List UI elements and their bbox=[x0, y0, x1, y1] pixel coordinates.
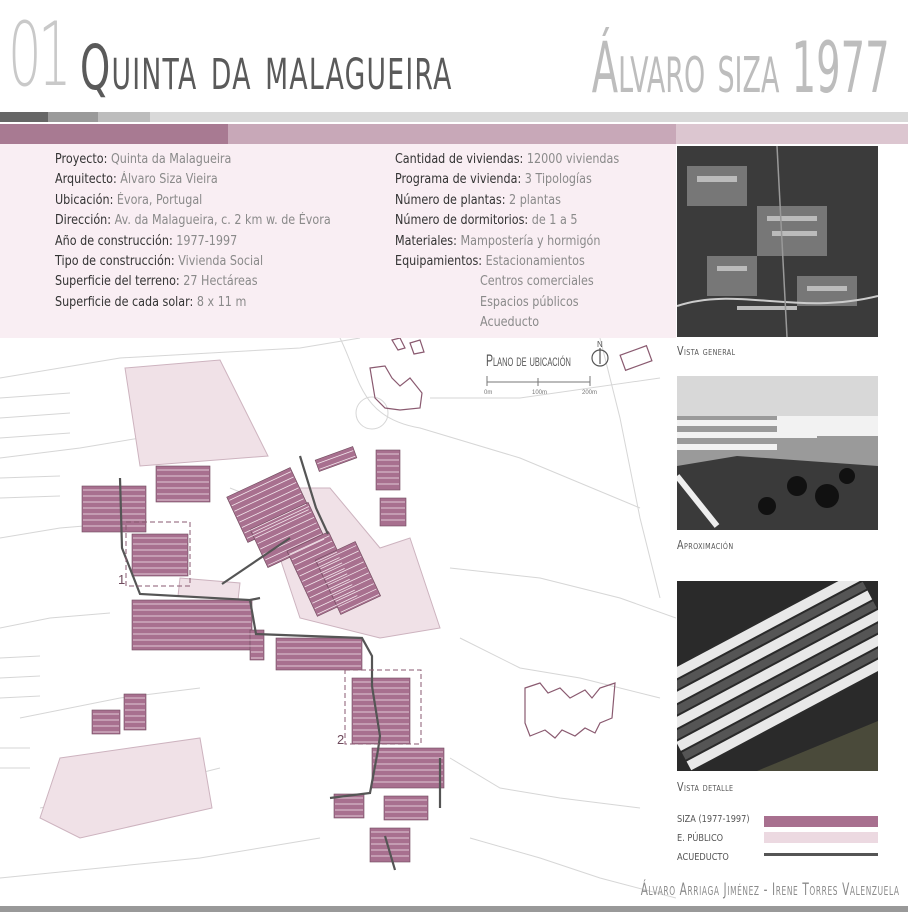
housing-block bbox=[384, 796, 428, 820]
photo-caption: Vista general bbox=[677, 344, 736, 358]
scale-bar bbox=[484, 376, 597, 396]
scale-label: 200m bbox=[582, 390, 598, 396]
public-area bbox=[125, 360, 268, 466]
housing-block bbox=[315, 447, 357, 472]
info-row bbox=[395, 211, 577, 231]
bottom-bar bbox=[0, 906, 908, 912]
equipamiento-item: Centros comerciales bbox=[480, 274, 594, 290]
detail-marker-1: 1 bbox=[118, 572, 126, 587]
housing-block bbox=[92, 710, 120, 734]
info-key: Número de plantas: bbox=[395, 192, 506, 208]
page-title: Quinta da malagueira bbox=[80, 31, 453, 104]
info-row bbox=[395, 170, 592, 190]
info-key: Cantidad de viviendas: bbox=[395, 152, 524, 167]
info-row bbox=[395, 252, 585, 272]
detail-marker-2: 2 bbox=[337, 732, 345, 747]
color-band bbox=[228, 124, 676, 144]
info-value: 8 x 11 m bbox=[196, 294, 247, 310]
info-key: Equipamientos: bbox=[395, 254, 483, 269]
housing-block bbox=[82, 486, 146, 532]
legend-label: E. PÚBLICO bbox=[677, 833, 724, 844]
info-key: Dirección: bbox=[55, 213, 112, 229]
info-key: Superficie de cada solar: bbox=[55, 294, 194, 310]
info-value: Vivienda Social bbox=[178, 254, 264, 269]
legend-label: SIZA (1977-1997) bbox=[677, 814, 750, 825]
info-key: Programa de vivienda: bbox=[395, 172, 522, 188]
equipamiento-item: Acueducto bbox=[480, 315, 540, 331]
info-key: Número de dormitorios: bbox=[395, 213, 529, 229]
scale-label: 100m bbox=[532, 390, 548, 396]
info-row bbox=[55, 293, 246, 313]
info-value: Évora, Portugal bbox=[116, 192, 203, 208]
housing-block bbox=[132, 534, 188, 576]
site-plan bbox=[0, 338, 676, 912]
housing-block bbox=[132, 600, 252, 650]
header-rule-segment bbox=[0, 112, 48, 122]
color-band bbox=[676, 124, 908, 144]
rooftops-photo bbox=[677, 581, 878, 771]
info-row bbox=[395, 191, 561, 211]
legend-swatch-public bbox=[764, 832, 878, 843]
info-row bbox=[55, 191, 202, 211]
info-row bbox=[55, 252, 263, 272]
info-key: Proyecto: bbox=[55, 152, 108, 167]
info-row bbox=[55, 272, 258, 292]
header-rule-segment bbox=[98, 112, 150, 122]
plan-title: Plano de ubicación bbox=[486, 350, 571, 370]
info-row bbox=[395, 232, 600, 252]
landscape-photo bbox=[677, 376, 878, 530]
info-row bbox=[55, 232, 237, 252]
info-key: Arquitecto: bbox=[55, 172, 117, 188]
info-value: 2 plantas bbox=[509, 192, 561, 208]
info-row bbox=[55, 170, 218, 190]
scale-label: 0m bbox=[484, 390, 493, 396]
info-value: Estacionamientos bbox=[485, 254, 585, 269]
equipamiento-item: Espacios públicos bbox=[480, 294, 579, 310]
info-key: Tipo de construcción: bbox=[55, 254, 175, 269]
header-rule-segment bbox=[48, 112, 98, 122]
info-value: 1977-1997 bbox=[176, 233, 238, 249]
legend-swatch-aqueduct bbox=[764, 853, 878, 856]
housing-block bbox=[156, 466, 210, 502]
info-key: Materiales: bbox=[395, 233, 457, 249]
info-key: Superficie del terreno: bbox=[55, 274, 180, 290]
info-value: Quinta da Malagueira bbox=[110, 152, 232, 167]
housing-block bbox=[124, 694, 146, 730]
housing-block bbox=[370, 828, 410, 862]
info-value: Mampostería y hormigón bbox=[460, 233, 601, 249]
north-label: N bbox=[597, 340, 603, 349]
info-value: 12000 viviendas bbox=[526, 152, 620, 167]
info-row bbox=[55, 211, 331, 231]
info-row bbox=[55, 150, 231, 170]
legend-swatch-siza bbox=[764, 816, 878, 827]
authors-footer: Álvaro Arriaga Jiménez - Irene Torres Valenzuela bbox=[641, 880, 900, 900]
info-value: Álvaro Siza Vieira bbox=[120, 172, 218, 188]
project-info-box bbox=[0, 144, 676, 338]
info-value: 3 Tipologías bbox=[524, 172, 592, 188]
legend-label: ACUEDUCTO bbox=[677, 852, 729, 863]
author-year: Álvaro siza 1977 bbox=[592, 27, 890, 109]
info-value: 27 Hectáreas bbox=[183, 274, 258, 290]
info-key: Año de construcción: bbox=[55, 233, 173, 249]
aerial-photo bbox=[677, 146, 878, 337]
photo-caption: Vista detalle bbox=[677, 780, 734, 794]
public-area bbox=[40, 738, 212, 838]
info-key: Ubicación: bbox=[55, 192, 114, 208]
sheet-number: 01 bbox=[8, 3, 68, 106]
info-row bbox=[395, 150, 619, 170]
info-value: de 1 a 5 bbox=[531, 213, 578, 229]
photo-caption: Aproximación bbox=[677, 538, 734, 552]
info-value: Av. da Malagueira, c. 2 km w. de Évora bbox=[114, 213, 331, 229]
color-band bbox=[0, 124, 228, 144]
